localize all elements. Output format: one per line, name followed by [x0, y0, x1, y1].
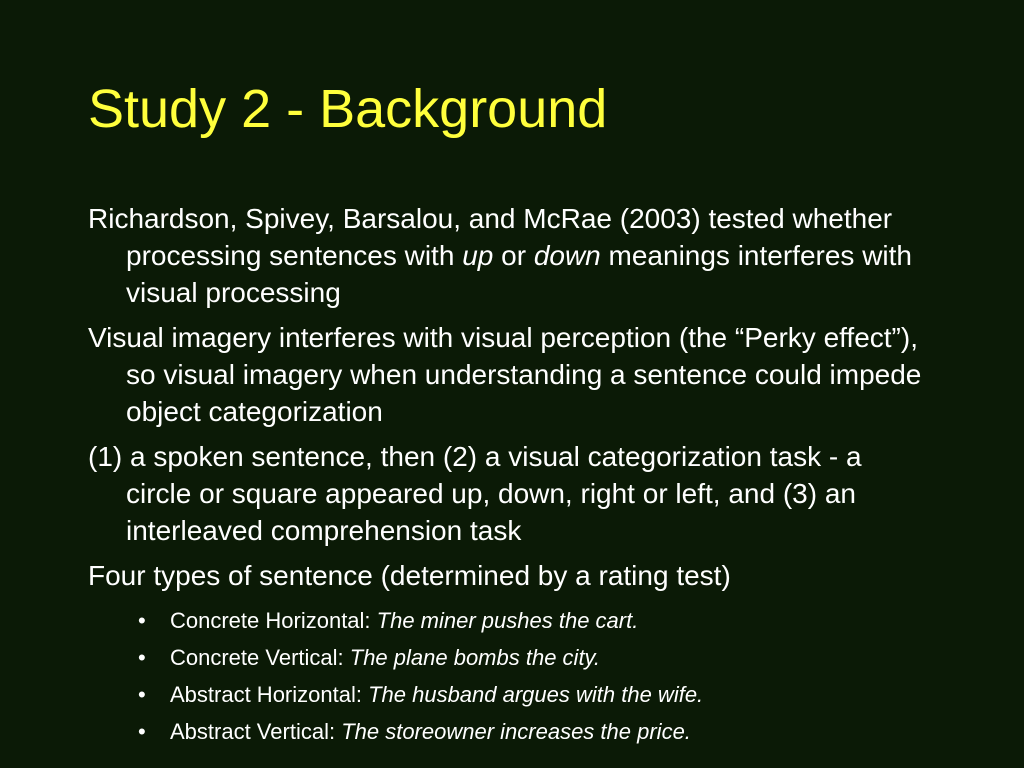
paragraph-perky-effect: Visual imagery interferes with visual perception (the “Perky effect”), so visual imagery when understanding a sentence could impede object categorization — [88, 322, 922, 427]
bullet-icon: • — [138, 608, 146, 633]
bullet-icon: • — [138, 719, 146, 744]
bullet-label: Abstract Vertical: — [170, 719, 342, 744]
p1-down-word: down — [533, 240, 601, 271]
paragraph-procedure: (1) a spoken sentence, then (2) a visual categorization task - a circle or square appeared up, down, right or left, and (3) an interleaved comprehension task — [88, 441, 862, 546]
bullet-example: The husband argues with the wife. — [368, 682, 704, 707]
paragraph-richardson-study — [88, 200, 928, 311]
list-item — [88, 713, 928, 750]
p1-up-word: up — [462, 240, 494, 271]
bullet-label: Concrete Horizontal: — [170, 608, 377, 633]
slide-body — [88, 200, 928, 750]
list-item — [88, 602, 928, 639]
bullet-example: The miner pushes the cart. — [376, 608, 639, 633]
bullet-icon: • — [138, 645, 146, 670]
list-item — [88, 639, 928, 676]
sentence-type-list — [88, 602, 928, 750]
bullet-example: The storeowner increases the price. — [341, 719, 691, 744]
paragraph-sentence-types: Four types of sentence (determined by a rating test) — [88, 560, 731, 591]
bullet-label: Abstract Horizontal: — [170, 682, 369, 707]
p1-text-c: meanings interferes with visual processing — [126, 240, 913, 308]
slide-title: Study 2 - Background — [88, 79, 608, 139]
bullet-label: Concrete Vertical: — [170, 645, 350, 670]
bullet-icon: • — [138, 682, 146, 707]
bullet-example: The plane bombs the city. — [349, 645, 601, 670]
list-item — [88, 676, 928, 713]
p1-text-b: or — [493, 240, 534, 271]
p1-text-a: Richardson, Spivey, Barsalou, and McRae (2003) tested whether processing sentences with — [88, 203, 893, 271]
